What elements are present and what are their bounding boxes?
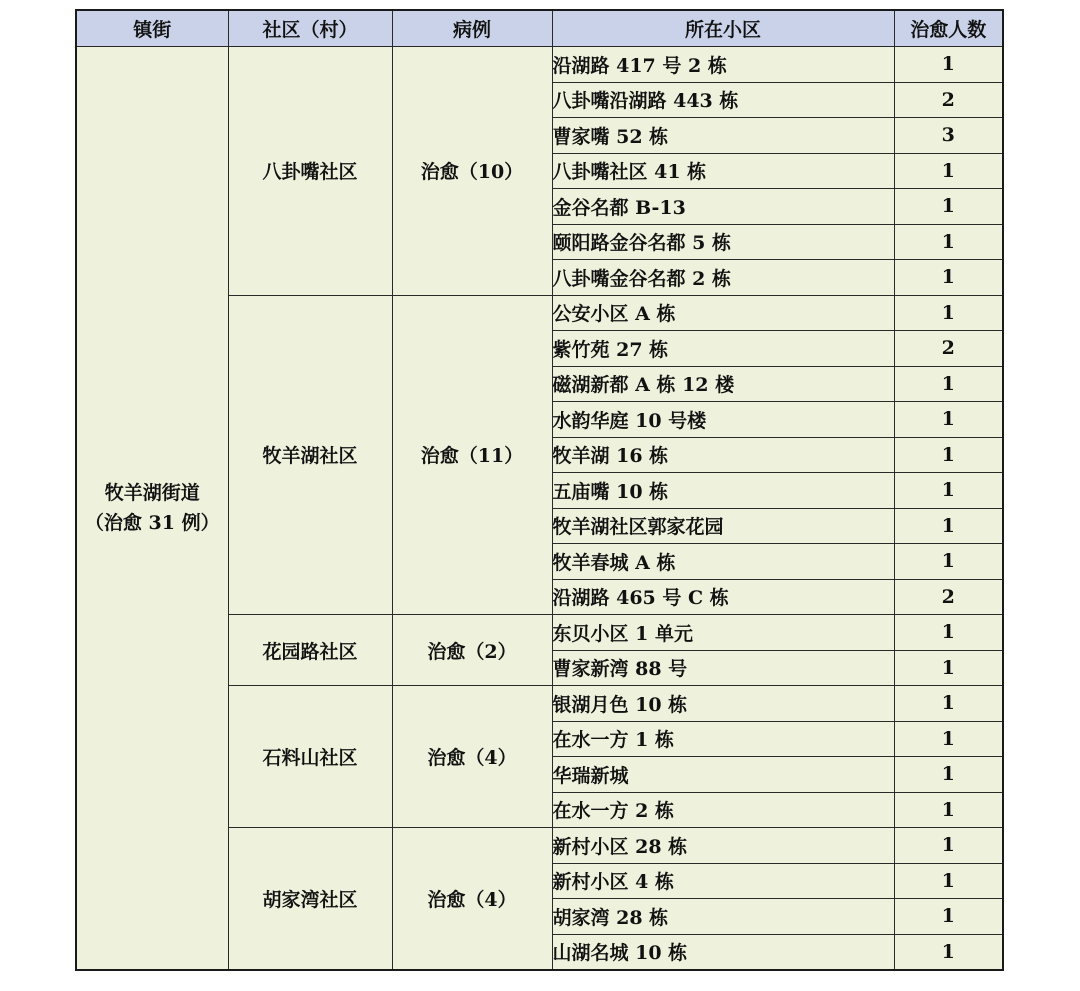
recovered-count-cell: 1: [894, 686, 1003, 722]
community-cell: 胡家湾社区: [228, 828, 392, 971]
address-cell: 五庙嘴 10 栋: [552, 473, 894, 509]
cases-cell: 治愈（10）: [392, 47, 552, 296]
town-cell: [76, 47, 228, 971]
header-cases: 病例: [392, 10, 552, 47]
recovered-count-cell: 1: [894, 473, 1003, 509]
community-cell: 花园路社区: [228, 615, 392, 686]
recovered-count-cell: 1: [894, 650, 1003, 686]
address-cell: 新村小区 28 栋: [552, 828, 894, 864]
recovered-count-cell: 1: [894, 47, 1003, 83]
recovered-count-cell: 1: [894, 153, 1003, 189]
address-cell: 八卦嘴金谷名都 2 栋: [552, 260, 894, 296]
address-cell: 水韵华庭 10 号楼: [552, 402, 894, 438]
header-recovered-count: 治愈人数: [894, 10, 1003, 47]
cases-cell: 治愈（4）: [392, 686, 552, 828]
address-cell: 新村小区 4 栋: [552, 863, 894, 899]
community-cell: 石料山社区: [228, 686, 392, 828]
address-cell: 胡家湾 28 栋: [552, 899, 894, 935]
community-cell: 八卦嘴社区: [228, 47, 392, 296]
recovered-count-cell: 1: [894, 615, 1003, 651]
recovered-count-cell: 1: [894, 544, 1003, 580]
recovered-count-cell: 1: [894, 437, 1003, 473]
address-cell: 在水一方 1 栋: [552, 721, 894, 757]
address-cell: 金谷名都 B-13: [552, 189, 894, 225]
address-cell: 山湖名城 10 栋: [552, 934, 894, 970]
address-cell: 沿湖路 417 号 2 栋: [552, 47, 894, 83]
cases-cell: 治愈（2）: [392, 615, 552, 686]
recovered-count-cell: 1: [894, 224, 1003, 260]
recovered-count-cell: 1: [894, 863, 1003, 899]
address-cell: 曹家新湾 88 号: [552, 650, 894, 686]
recovered-count-cell: 1: [894, 366, 1003, 402]
recovered-count-cell: 1: [894, 189, 1003, 225]
address-cell: 银湖月色 10 栋: [552, 686, 894, 722]
table-row: [76, 47, 1003, 83]
community-cell: 牧羊湖社区: [228, 295, 392, 615]
recovered-count-cell: 1: [894, 934, 1003, 970]
recovered-count-cell: 1: [894, 402, 1003, 438]
recovered-cases-table: [75, 9, 1004, 971]
address-cell: 曹家嘴 52 栋: [552, 118, 894, 154]
header-row: [76, 10, 1003, 47]
recovered-count-cell: 1: [894, 508, 1003, 544]
recovered-count-cell: 1: [894, 792, 1003, 828]
town-name: 牧羊湖街道: [104, 482, 200, 504]
recovered-count-cell: 1: [894, 721, 1003, 757]
recovered-count-cell: 1: [894, 260, 1003, 296]
recovered-count-cell: 1: [894, 295, 1003, 331]
address-cell: 牧羊湖社区郭家花园: [552, 508, 894, 544]
recovered-count-cell: 2: [894, 579, 1003, 615]
address-cell: 东贝小区 1 单元: [552, 615, 894, 651]
recovered-count-cell: 3: [894, 118, 1003, 154]
recovered-count-cell: 2: [894, 82, 1003, 118]
recovered-count-cell: 2: [894, 331, 1003, 367]
address-cell: 华瑞新城: [552, 757, 894, 793]
recovered-count-cell: 1: [894, 757, 1003, 793]
header-town: 镇街: [76, 10, 228, 47]
address-cell: 八卦嘴沿湖路 443 栋: [552, 82, 894, 118]
header-community: 社区（村）: [228, 10, 392, 47]
table-body: [76, 47, 1003, 971]
address-cell: 磁湖新都 A 栋 12 楼: [552, 366, 894, 402]
cases-cell: 治愈（11）: [392, 295, 552, 615]
address-cell: 颐阳路金谷名都 5 栋: [552, 224, 894, 260]
address-cell: 紫竹苑 27 栋: [552, 331, 894, 367]
header-address: 所在小区: [552, 10, 894, 47]
recovered-count-cell: 1: [894, 899, 1003, 935]
address-cell: 公安小区 A 栋: [552, 295, 894, 331]
address-cell: 八卦嘴社区 41 栋: [552, 153, 894, 189]
cases-cell: 治愈（4）: [392, 828, 552, 971]
address-cell: 牧羊春城 A 栋: [552, 544, 894, 580]
address-cell: 牧羊湖 16 栋: [552, 437, 894, 473]
address-cell: 沿湖路 465 号 C 栋: [552, 579, 894, 615]
address-cell: 在水一方 2 栋: [552, 792, 894, 828]
recovered-count-cell: 1: [894, 828, 1003, 864]
town-summary: （治愈 31 例）: [84, 512, 220, 534]
